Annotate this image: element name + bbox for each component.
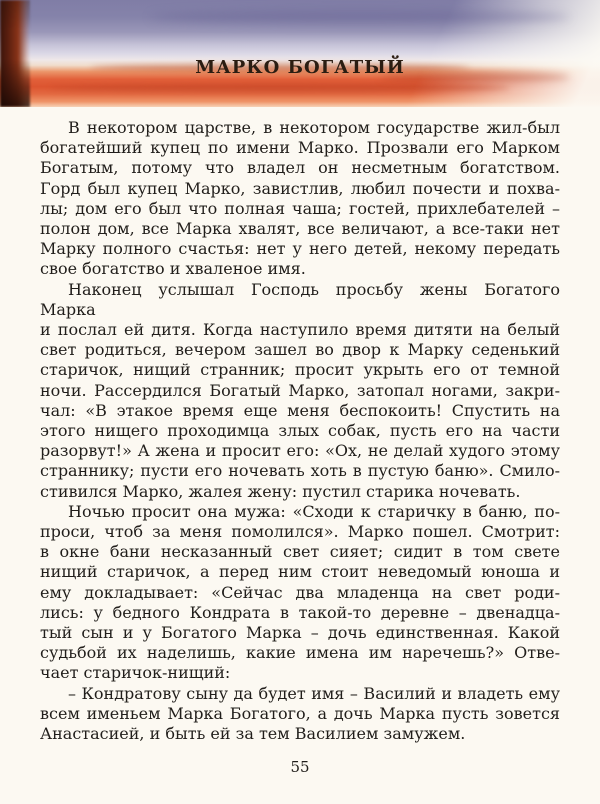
text-line: В некотором царстве, в некотором государстве жил-был — [68, 118, 560, 137]
watercolor-header-art — [0, 0, 600, 107]
watercolor-red-streak — [50, 84, 510, 92]
text-line: проси, чтоб за меня помолился». Марко пошел. Смотрит: — [40, 522, 560, 542]
paragraph — [40, 118, 560, 280]
text-line: богатейший купец по имени Марко. Прозвали его Марком — [40, 138, 560, 158]
text-line: судьбой их наделишь, какие имена им наречешь?» Отве- — [40, 643, 560, 663]
text-line: лы; дом его был что полная чаша; гостей, прихлебателей – — [40, 198, 560, 218]
page-number: 55 — [290, 758, 310, 777]
text-line: ему докладывает: «Сейчас два младенца на свет роди- — [40, 582, 560, 602]
text-line: Горд был купец Марко, завистлив, любил почести и похва- — [40, 178, 560, 198]
text-line: в окне бани несказанный свет сияет; сидит в том свете — [40, 542, 560, 562]
paragraph — [40, 280, 560, 502]
watercolor-left-stroke — [0, 0, 30, 107]
paragraph — [40, 502, 560, 684]
text-line: нищий старичок, а перед ним стоит неведомый юноша и — [40, 562, 560, 582]
text-line: свет родиться, вечером зашел во двор к Марку седенький — [40, 340, 560, 360]
text-line: полон дом, все Марка хвалят, все величают, а все-таки нет — [40, 219, 560, 239]
watercolor-purple-streak — [150, 10, 570, 24]
text-line: лись: у бедного Кондрата в такой-то деревне – двенадца- — [40, 602, 560, 622]
text-line: всем именьем Марка Богатого, а дочь Марка пусть зовется — [40, 703, 560, 723]
story-title: МАРКО БОГАТЫЙ — [195, 57, 405, 78]
text-line: чал: «В этакое время еще меня беспокоить! Спустить на — [40, 400, 560, 420]
text-line: ночи. Рассердился Богатый Марко, затопал ногами, закри- — [40, 380, 560, 400]
text-line: Богатым, потому что владел он несметным богатством. — [40, 158, 560, 178]
text-line: старичок, нищий странник; просит укрыть его от темной — [40, 360, 560, 380]
text-line: Анастасией, и быть ей за тем Василием замужем. — [40, 724, 466, 744]
text-line: свое богатство и хваленое имя. — [40, 259, 306, 279]
text-line: этого нищего проходимца злых собак, пусть его на части — [40, 421, 560, 441]
text-line: – Кондратову сыну да будет имя – Василий и владеть ему — [68, 683, 560, 703]
text-line: чает старичок-нищий: — [40, 663, 231, 683]
text-line: и послал ей дитя. Когда наступило время дитяти на белый — [40, 320, 560, 340]
story-text — [0, 107, 600, 744]
text-line: страннику; пусти его ночевать хоть в пустую баню». Смило- — [40, 461, 560, 481]
text-line: стивился Марко, жалея жену: пустил старика ночевать. — [40, 481, 521, 501]
paragraph — [40, 684, 560, 745]
text-line: Ночью просит она мужа: «Сходи к старичку в баню, по- — [68, 501, 560, 521]
text-line: Наконец услышал Господь просьбу жены Богатого Марка — [40, 279, 560, 319]
text-line: Марку полного счастья: нет у него детей, некому передать — [40, 239, 560, 259]
text-line: тый сын и у Богатого Марка – дочь единственная. Какой — [40, 623, 560, 643]
text-line: разорвут!» А жена и просит его: «Ох, не делай худого этому — [40, 441, 560, 461]
